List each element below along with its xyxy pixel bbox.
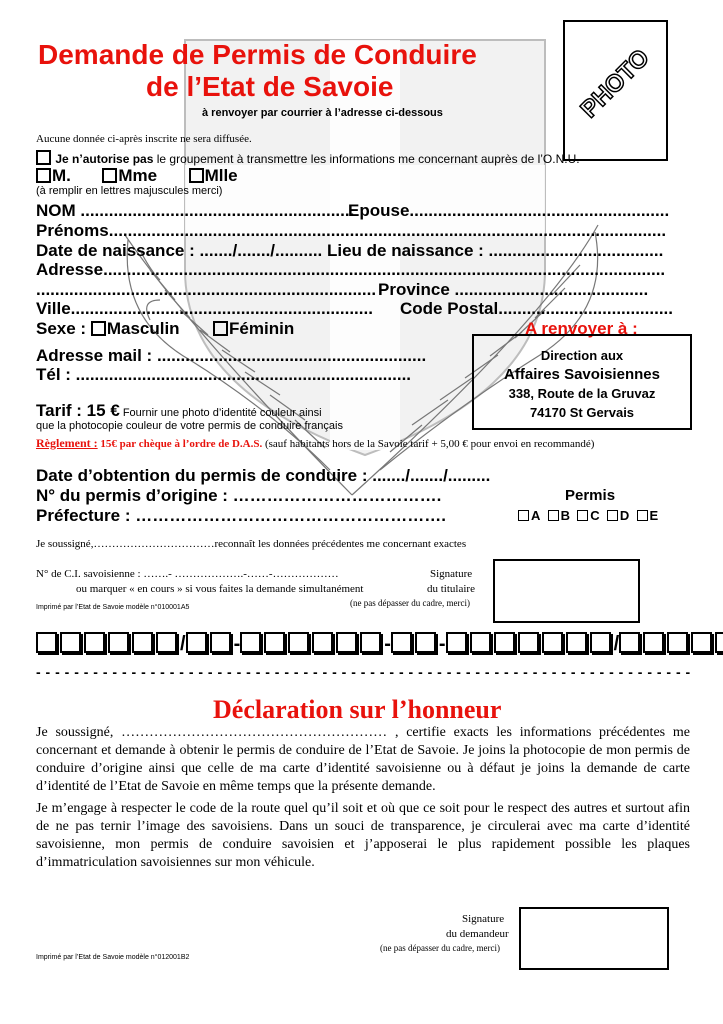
code-sep-3: - <box>384 633 391 655</box>
adresse2-field[interactable]: ........................................................................ <box>36 280 377 299</box>
reglement-line <box>36 436 594 451</box>
subtitle: à renvoyer par courrier à l’adresse ci-dessous <box>202 107 443 119</box>
printed-model-2: Imprimé par l’Etat de Savoie modèle n°012001B2 <box>36 954 190 961</box>
code-sep-4: - <box>438 633 446 655</box>
photo-box <box>563 20 668 161</box>
permis-d-checkbox[interactable] <box>607 510 618 521</box>
cut-line: - - - - - - - - - - - - - - - - - - - - - - - - - - - - - - - - - - - - - - - - - - - - - - - - - - - - - - - - - - - - - - - - - - - - - <box>36 664 691 680</box>
code-sep-6: / <box>613 633 620 655</box>
code-postal-field[interactable]: Code Postal..................................... <box>400 299 673 318</box>
fill-hint: (à remplir en lettres majuscules merci) <box>36 185 223 197</box>
return-address-box <box>472 334 692 430</box>
title-line-1: Demande de Permis de Conduire <box>38 39 477 70</box>
sig1-label-1: Signature <box>430 568 473 580</box>
civility-mlle-checkbox[interactable] <box>189 168 204 183</box>
printed-model-1: Imprimé par l’Etat de Savoie modèle n°010001A5 <box>36 604 190 611</box>
permis-categories <box>518 508 658 523</box>
permis-b-checkbox[interactable] <box>548 510 559 521</box>
civility-m-checkbox[interactable] <box>36 168 51 183</box>
prefecture-field[interactable]: Préfecture : ………………………………………………. <box>36 506 446 525</box>
permis-a-checkbox[interactable] <box>518 510 529 521</box>
ci-line-2: ou marquer « en cours » si vous faites la demande simultanément <box>76 583 364 595</box>
masculin-label: Masculin <box>106 319 180 338</box>
title-line-2: de l’Etat de Savoie <box>146 71 394 102</box>
reglement-label: Règlement : <box>36 436 98 450</box>
epouse-field[interactable]: Epouse....................................................... <box>348 201 670 220</box>
return-line-1: Direction aux <box>540 348 624 363</box>
civility-m-label: M. <box>52 166 71 185</box>
nom-field[interactable]: NOM .......................................................... <box>36 201 355 220</box>
declaration-paragraph-1: Je soussigné, ………………………………………………… , certifie exacts les informations précédentes me concernant et demande à obtenir le permis de conduire de l’Etat de Savoie. Je joins la photocopie de mon permis de conduire d’origine ainsi que celle de ma carte d’identité savoisienne ou à défaut je joins la demande de carte d’identité de l’Etat de Savoie en même temps que la présente demande. <box>36 725 690 794</box>
permis-c-checkbox[interactable] <box>577 510 588 521</box>
return-line-2: Affaires Savoisiennes <box>504 366 660 383</box>
feminin-label: Féminin <box>229 319 295 338</box>
civility-row <box>36 166 238 186</box>
tarif-text-2: que la photocopie couleur de votre permis de conduire français <box>36 420 343 432</box>
masculin-checkbox[interactable] <box>91 321 106 336</box>
date-obtention-field[interactable]: Date d’obtention du permis de conduire : ......./......./......... <box>36 466 491 485</box>
permis-label: Permis <box>565 487 616 504</box>
num-permis-field[interactable]: N° du permis d’origine : ………………………………. <box>36 486 442 505</box>
sig1-label-2: du titulaire <box>427 583 475 595</box>
signature-box-titulaire[interactable] <box>493 559 640 623</box>
feminin-checkbox[interactable] <box>213 321 228 336</box>
signature-box-demandeur[interactable] <box>519 907 669 970</box>
email-field[interactable]: Adresse mail : ......................................................... <box>36 346 427 365</box>
sexe-row <box>36 319 294 339</box>
civility-mlle-label: Mlle <box>204 166 238 185</box>
authorize-checkbox[interactable] <box>36 150 51 165</box>
ville-field[interactable]: Ville................................................................ <box>36 299 373 318</box>
permis-c-label: C <box>590 508 600 523</box>
declaration-title: Déclaration sur l’honneur <box>213 695 502 724</box>
return-heading: A renvoyer à : <box>525 319 638 338</box>
civility-mme-label: Mme <box>118 166 158 185</box>
sexe-label: Sexe : <box>36 319 87 338</box>
birth-field[interactable]: Date de naissance : ......./......./.......... Lieu de naissance : ..................................... <box>36 241 664 260</box>
declaration-paragraph-2: Je m’engage à respecter le code de la route quel qu’il soit et où que ce soit pour le respect des autres et surtout afin de ne pas ternir l’image des savoisiens. Dans un souci de transparence, je circulerai avec ma carte d’identité savoisienne, mon permis de conduire savoisien et j’apposerai le plus rapidement possible les plaques d’immatriculation savoisiennes sur mon véhicule. <box>36 801 690 870</box>
tarif-label: Tarif : 15 € <box>36 401 120 420</box>
return-line-3: 338, Route de la Gruvaz <box>508 386 656 401</box>
return-line-4: 74170 St Gervais <box>529 405 635 420</box>
sig2-hint: (ne pas dépasser du cadre, merci) <box>380 943 500 953</box>
tarif-line <box>36 401 322 421</box>
authorize-rest: le groupement à transmettre les informations me concernant auprès de l’O.N.U. <box>153 152 580 166</box>
province-field[interactable]: Province ......................................... <box>378 280 649 299</box>
code-boxes-row[interactable] <box>36 632 723 656</box>
privacy-notice: Aucune donnée ci-après inscrite ne sera diffusée. <box>36 133 252 145</box>
photo-label: PHOTO <box>575 44 655 124</box>
sig2-label-2: du demandeur <box>446 928 509 940</box>
civility-mme-checkbox[interactable] <box>102 168 117 183</box>
permis-b-label: B <box>560 508 571 523</box>
authorize-line <box>36 150 580 166</box>
prenoms-field[interactable]: Prénoms...................................................................................................................... <box>36 221 667 240</box>
acknowledge-line: Je soussigné,……………………………reconnaît les données précédentes me concernant exactes <box>36 538 467 550</box>
tel-field[interactable]: Tél : ....................................................................... <box>36 365 412 384</box>
reglement-text: 15€ par chèque à l’ordre de D.A.S. <box>97 438 263 450</box>
permis-e-checkbox[interactable] <box>637 510 648 521</box>
tarif-text: Fournir une photo d’identité couleur ainsi <box>119 407 322 419</box>
ci-line-1[interactable]: N° de C.I. savoisienne : …….- ……………….-……-……………… <box>36 568 339 580</box>
sig1-hint: (ne pas dépasser du cadre, merci) <box>350 598 470 608</box>
permis-e-label: E <box>649 508 659 523</box>
code-sep-1: / <box>180 633 186 655</box>
code-sep-2: - <box>233 633 241 655</box>
sig2-label-1: Signature <box>462 913 505 925</box>
permis-a-label: A <box>531 508 541 523</box>
reglement-note: (sauf habitants hors de la Savoie tarif + 5,00 € pour envoi en recommandé) <box>262 438 595 450</box>
permis-d-label: D <box>619 508 630 523</box>
adresse-field[interactable]: Adresse....................................................................................................................... <box>36 260 666 279</box>
authorize-strong: Je n’autorise pas <box>55 152 154 166</box>
